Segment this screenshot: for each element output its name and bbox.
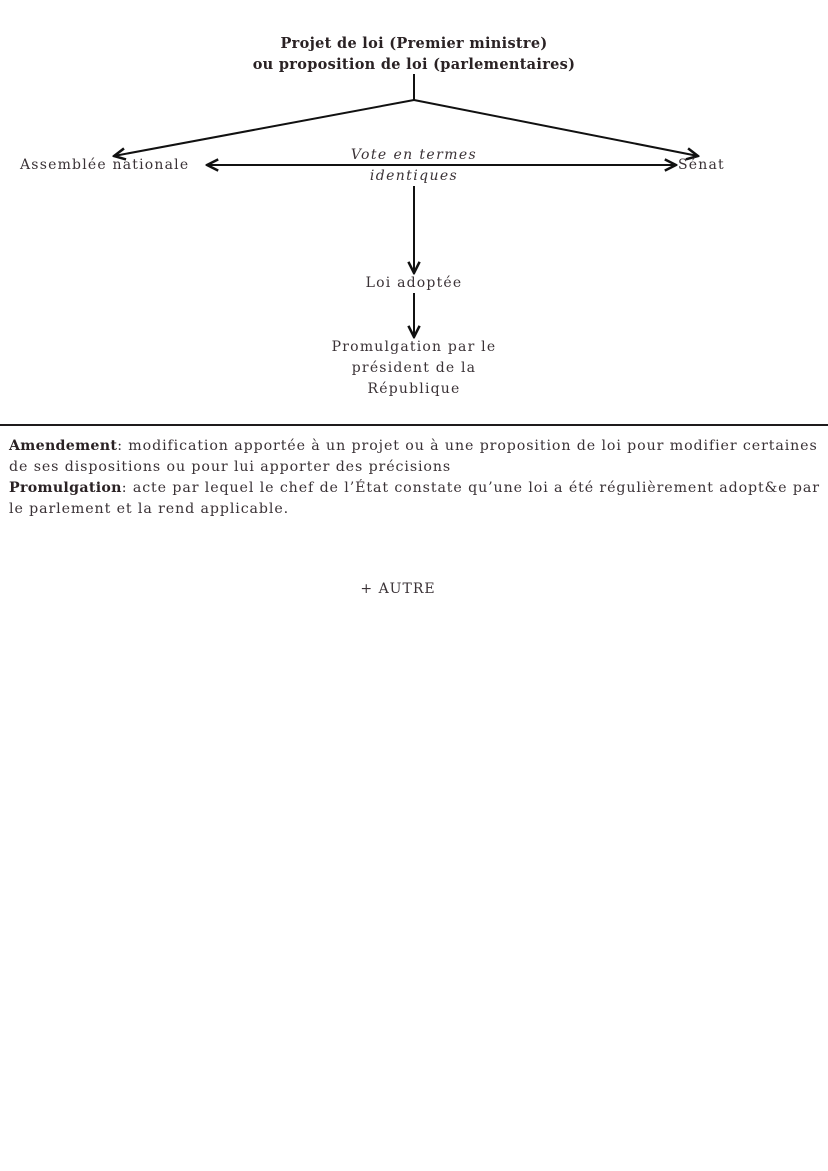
edge-label-vote <box>329 145 499 187</box>
definition-amendement <box>9 436 824 478</box>
definition-text: : acte par lequel le chef de l’État constate qu’une loi a été régulièrement adopt&e par le parlement et la rend applicable. <box>9 480 820 517</box>
promulgation-line-1: Promulgation par le <box>331 339 497 355</box>
vote-line-2: identiques <box>369 168 459 184</box>
diagram-title <box>0 33 828 75</box>
more-button[interactable]: + AUTRE <box>360 581 436 597</box>
title-line-1: Projet de loi (Premier ministre) <box>280 35 548 52</box>
section-divider <box>0 424 828 426</box>
definition-term: Amendement <box>9 438 118 454</box>
definition-promulgation <box>9 478 824 520</box>
promulgation-line-2: président de la <box>351 360 477 376</box>
node-promulgation <box>300 337 528 400</box>
node-loi-adoptee: Loi adoptée <box>365 275 463 291</box>
promulgation-line-3: République <box>367 381 461 397</box>
node-senat: Sénat <box>678 157 725 173</box>
definition-term: Promulgation <box>9 480 122 496</box>
node-assemblee-nationale: Assemblée nationale <box>20 157 190 173</box>
title-line-2: ou proposition de loi (parlementaires) <box>252 56 576 73</box>
vote-line-1: Vote en termes <box>350 147 478 163</box>
definition-text: : modification apportée à un projet ou à une proposition de loi pour modifier certaines de ses dispositions ou pour lui apporter des précisions <box>9 438 818 475</box>
definitions <box>9 436 824 520</box>
